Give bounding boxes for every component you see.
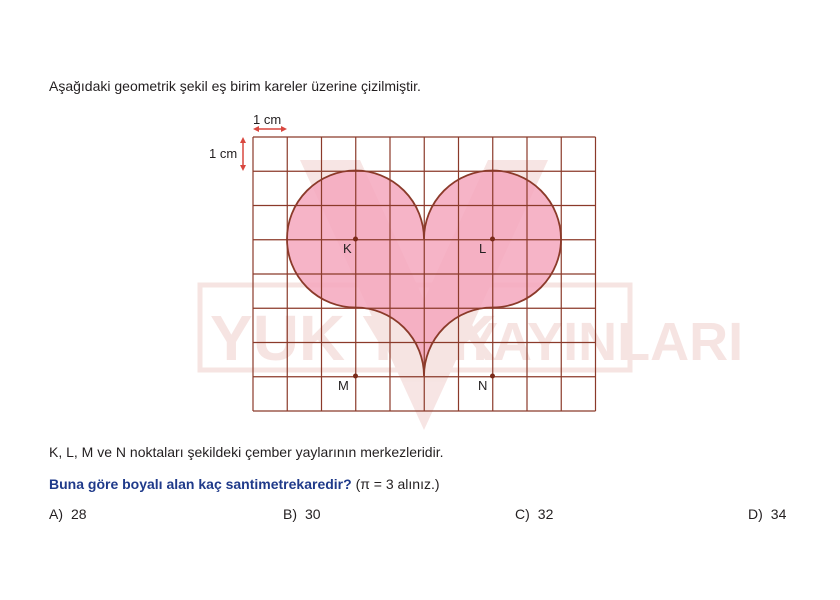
unit-label-left: 1 cm [209, 146, 238, 161]
option-a-letter: A) [49, 506, 63, 522]
option-b[interactable] [283, 506, 321, 522]
centers-note: K, L, M ve N noktaları şekildeki çember yaylarının merkezleridir. [49, 444, 444, 460]
center-m-dot [353, 374, 358, 379]
option-c[interactable] [515, 506, 553, 522]
label-k: K [343, 241, 352, 256]
option-b-letter: B) [283, 506, 297, 522]
question-line [49, 476, 440, 492]
problem-intro: Aşağıdaki geometrik şekil eş birim kareler üzerine çizilmiştir. [49, 78, 421, 94]
option-c-value: 32 [537, 506, 554, 522]
watermark-text-left: YUK YUK [210, 302, 497, 374]
center-n-dot [490, 374, 495, 379]
option-a-value: 28 [71, 506, 87, 522]
label-l: L [479, 241, 487, 256]
option-c-letter: C) [515, 506, 530, 522]
question-note: (π = 3 alınız.) [355, 476, 440, 492]
center-k-dot [353, 237, 358, 242]
option-b-value: 30 [305, 506, 321, 522]
unit-label-top: 1 cm [253, 112, 282, 127]
label-n: N [478, 378, 488, 393]
option-d[interactable] [748, 506, 786, 522]
question-text: Buna göre boyalı alan kaç santimetrekaredir? [49, 476, 352, 492]
label-m: M [338, 378, 349, 393]
unit-arrow-vertical [240, 137, 246, 171]
center-l-dot [490, 237, 495, 242]
watermark-text-right: YAYINLARI [462, 312, 744, 372]
option-a[interactable] [49, 506, 87, 522]
option-d-letter: D) [748, 506, 763, 522]
option-d-value: 34 [770, 506, 787, 522]
